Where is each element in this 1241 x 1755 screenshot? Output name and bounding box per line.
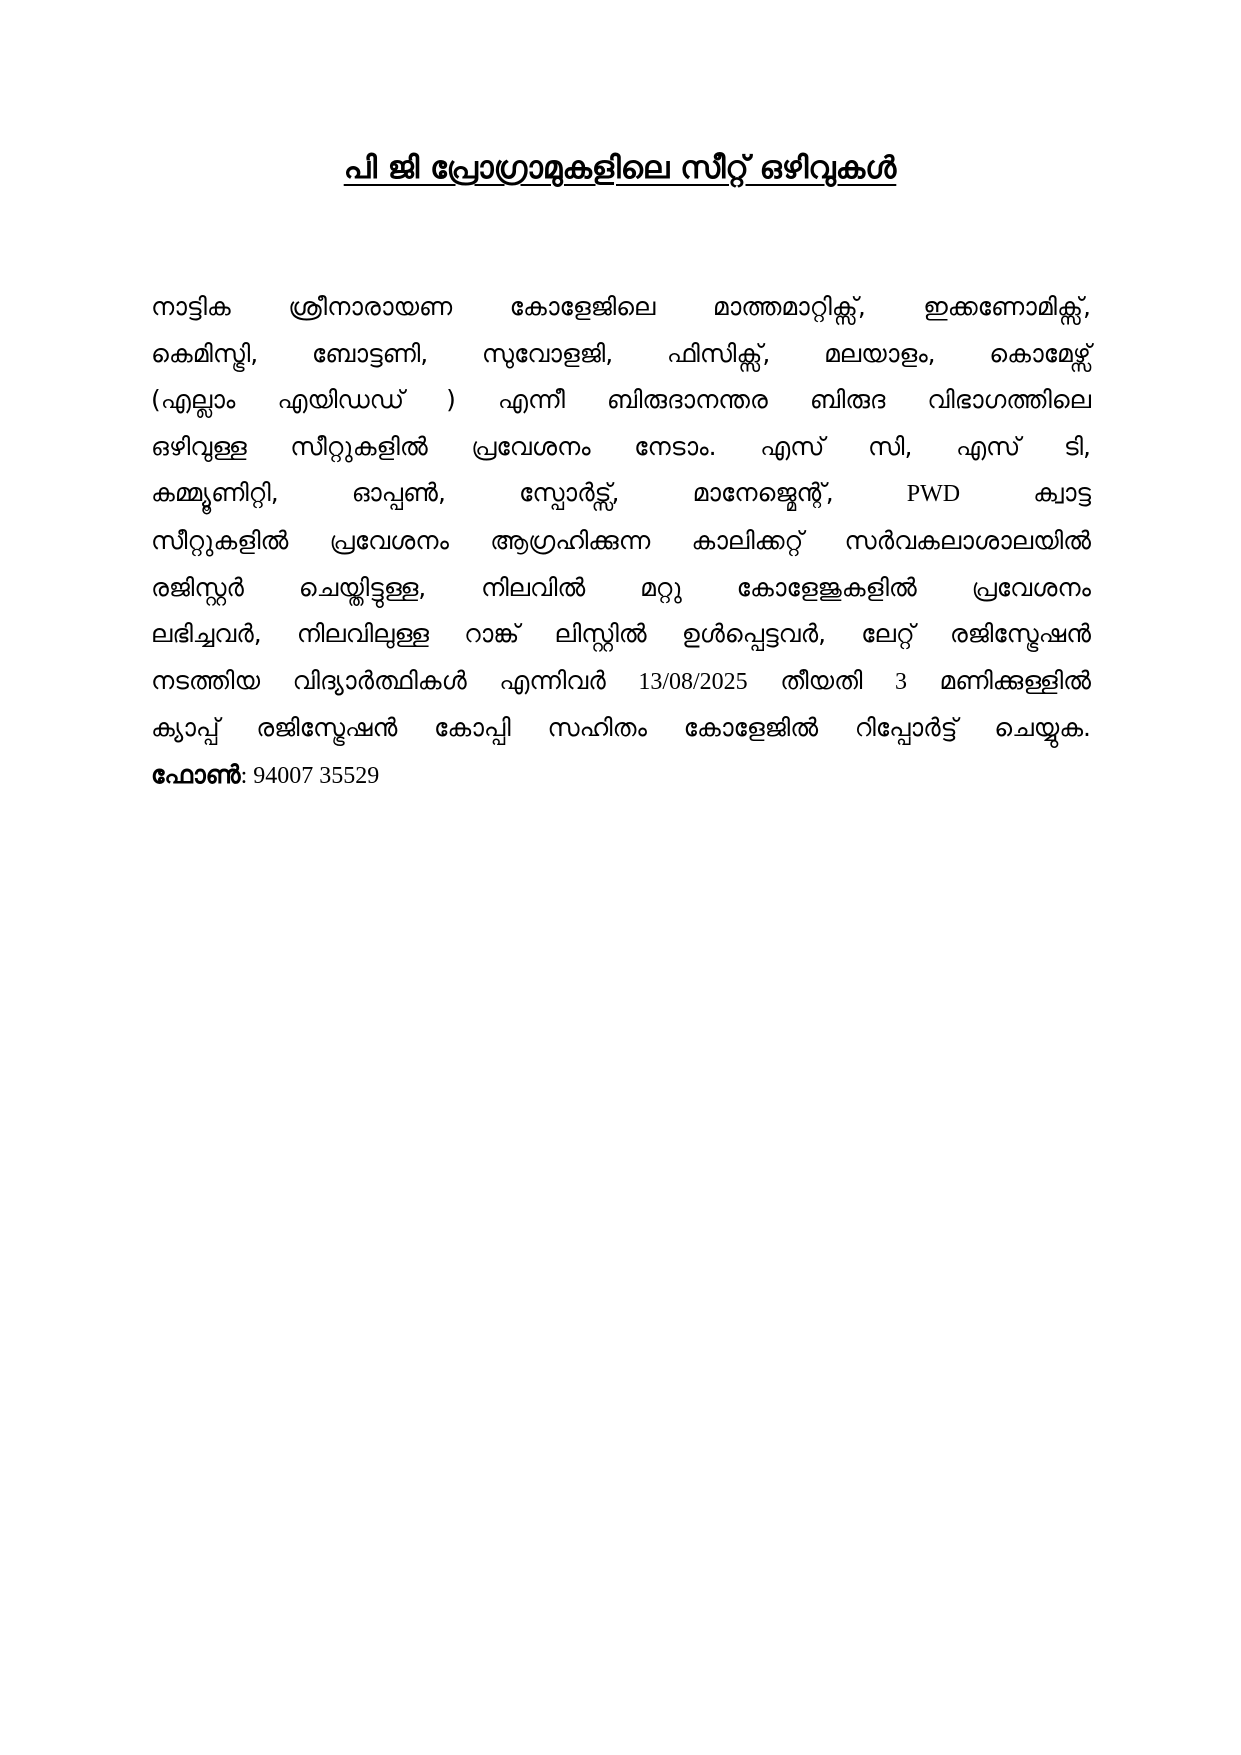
phone-number: : 94007 35529 <box>240 762 380 789</box>
quota-word: ക്വാട്ട <box>1033 478 1091 508</box>
pwd-label: PWD <box>906 481 961 508</box>
hour-word: മണിക്കുള്ളിൽ <box>939 665 1091 695</box>
body-line-7: രജിസ്റ്റർ ചെയ്തിട്ടുള്ള, നിലവിൽ മറ്റു കോളേജുകളിൽ പ്രവേശനം <box>151 572 1091 602</box>
body-line-3: (എല്ലാം എയിഡഡ് ) എന്നീ ബിരുദാനന്തര ബിരുദ വിഭാഗത്തിലെ <box>151 385 1091 415</box>
body-line-1: നാട്ടിക ശ്രീനാരായണ കോളേജിലെ മാത്തമാറ്റിക്സ്, ഇക്കണോമിക്സ്, <box>151 292 1091 321</box>
deadline-date: 13/08/2025 <box>638 668 748 695</box>
body-line-9 <box>151 658 1091 706</box>
notice-body <box>151 284 1091 800</box>
body-line-2: കെമിസ്ട്രി, ബോട്ടണി, സുവോളജി, ഫിസിക്സ്, മലയാളം, കൊമേഴ്സ് <box>151 338 1091 368</box>
body-line-8: ലഭിച്ചവർ, നിലവിലുള്ള റാങ്ക് ലിസ്റ്റിൽ ഉൾപ്പെട്ടവർ, ലേറ്റ് രജിസ്ട്രേഷൻ <box>151 619 1091 649</box>
phone-line <box>151 752 1091 800</box>
body-line-10: ക്യാപ്പ് രജിസ്ട്രേഷൻ കോപ്പി സഹിതം കോളേജിൽ റിപ്പോർട്ട് ചെയ്യുക. <box>151 713 1091 743</box>
document-title: പി ജി പ്രോഗ്രാമുകളിലെ സീറ്റ് ഒഴിവുകൾ <box>343 150 897 186</box>
body-line-5 <box>151 470 1091 518</box>
deadline-hour: 3 <box>894 668 907 695</box>
students-text: നടത്തിയ വിദ്യാർത്ഥികൾ എന്നിവർ <box>151 665 606 695</box>
body-line-6: സീറ്റുകളിൽ പ്രവേശനം ആഗ്രഹിക്കുന്ന കാലിക്കറ്റ് സർവകലാശാലയിൽ <box>151 525 1091 555</box>
date-word: തീയതി <box>780 665 863 695</box>
phone-label: ഫോൺ <box>151 759 241 789</box>
quota-list: കമ്മ്യൂണിറ്റി, ഓപ്പൺ, സ്പോർട്സ്, മാനേജ്മെന്റ്, <box>151 478 834 508</box>
body-line-4: ഒഴിവുള്ള സീറ്റുകളിൽ പ്രവേശനം നേടാം. എസ് സി, എസ് ടി, <box>151 431 1091 461</box>
